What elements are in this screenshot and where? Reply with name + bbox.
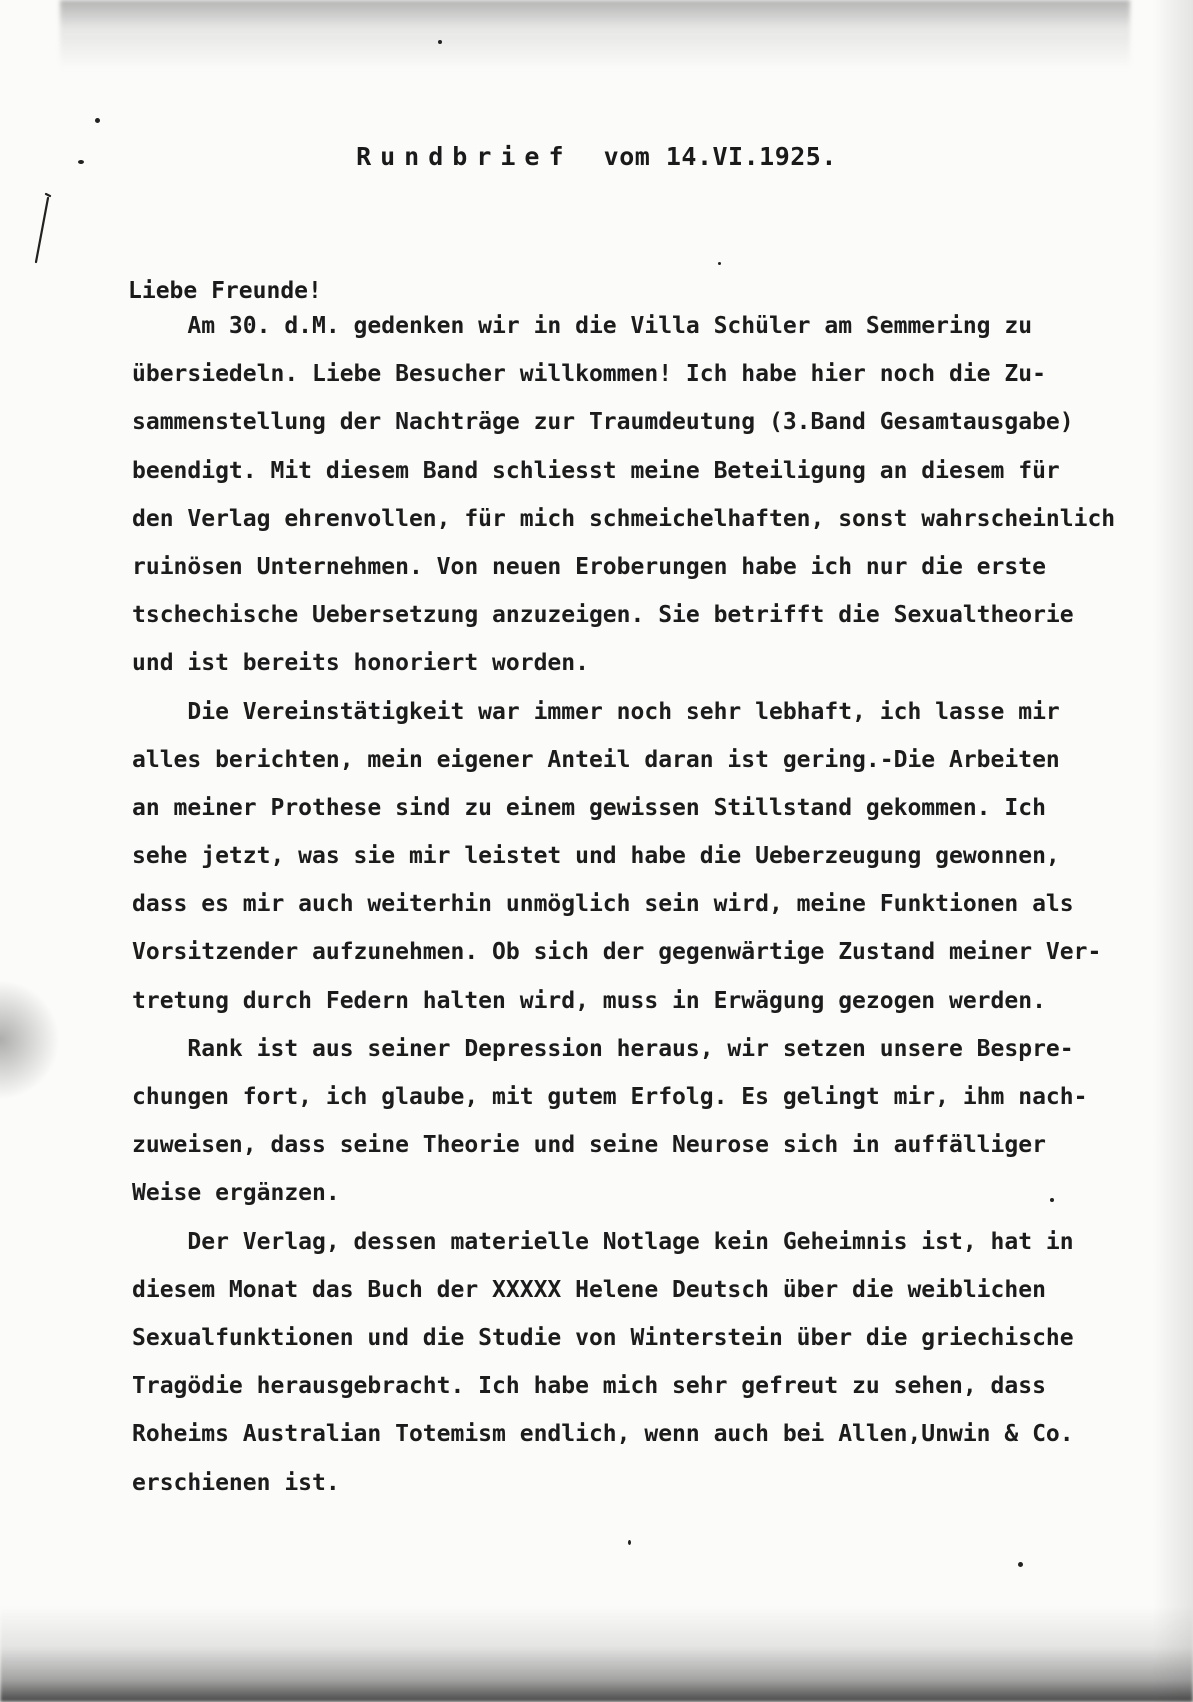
text-line: beendigt. Mit diesem Band schliesst meine Beteiligung an diesem für	[132, 457, 1060, 484]
text-line: Am 30. d.M. gedenken wir in die Villa Schüler am Semmering zu	[132, 313, 1033, 339]
text-line: Weise ergänzen.	[132, 1180, 340, 1207]
text-line: übersiedeln. Liebe Besucher willkommen! Ich habe hier noch die Zu-	[132, 361, 1046, 388]
text-line: diesem Monat das Buch der XXXXX Helene Deutsch über die weiblichen	[132, 1276, 1046, 1303]
text-line: Tragödie herausgebracht. Ich habe mich sehr gefreut zu sehen, dass	[132, 1373, 1046, 1400]
scan-speck	[438, 40, 442, 44]
scan-speck	[95, 118, 100, 123]
text-line: und ist bereits honoriert worden.	[132, 650, 589, 677]
scan-speck	[718, 262, 721, 265]
scan-shadow-top	[60, 0, 1130, 70]
text-line: ruinösen Unternehmen. Von neuen Eroberungen habe ich nur die erste	[132, 553, 1046, 580]
text-line: Vorsitzender aufzunehmen. Ob sich der gegenwärtige Zustand meiner Ver-	[132, 939, 1102, 966]
text-line: Die Vereinstätigkeit war immer noch sehr lebhaft, ich lasse mir	[132, 698, 1060, 725]
text-line: Rank ist aus seiner Depression heraus, wir setzen unsere Bespre-	[132, 1035, 1074, 1062]
text-line: dass es mir auch weiterhin unmöglich sein wird, meine Funktionen als	[132, 891, 1074, 918]
text-line: tretung durch Federn halten wird, muss in Erwägung gezogen werden.	[132, 987, 1046, 1014]
text-line: sammenstellung der Nachträge zur Traumdeutung (3.Band Gesamtausgabe)	[132, 409, 1074, 436]
text-line: den Verlag ehrenvollen, für mich schmeichelhaften, sonst wahrscheinlich	[132, 505, 1116, 532]
text-line: Roheims Australian Totemism endlich, wenn auch bei Allen,Unwin & Co.	[132, 1421, 1074, 1448]
text-line: alles berichten, mein eigener Anteil daran ist gering.-Die Arbeiten	[132, 746, 1060, 773]
text-line: an meiner Prothese sind zu einem gewissen Stillstand gekommen. Ich	[132, 794, 1046, 821]
letter-title	[0, 142, 1193, 171]
text-line: zuweisen, dass seine Theorie und seine Neurose sich in auffälliger	[132, 1132, 1046, 1159]
scan-shadow-right	[1153, 0, 1193, 1702]
pen-mark-icon	[28, 190, 68, 270]
text-line: chungen fort, ich glaube, mit gutem Erfolg. Es gelingt mir, ihm nach-	[132, 1084, 1088, 1110]
letter-title-date: vom 14.VI.1925.	[603, 142, 837, 171]
scan-shadow-bottom	[0, 1607, 1193, 1702]
letter-body	[132, 302, 1152, 1507]
text-line: sehe jetzt, was sie mir leistet und habe die Ueberzeugung gewonnen,	[132, 843, 1060, 870]
scan-smudge-left	[0, 980, 60, 1100]
scan-speck	[1018, 1562, 1023, 1567]
text-line: tschechische Uebersetzung anzuzeigen. Sie betrifft die Sexualtheorie	[132, 602, 1074, 629]
salutation: Liebe Freunde!	[128, 278, 322, 304]
text-line: Der Verlag, dessen materielle Notlage kein Geheimnis ist, hat in	[132, 1228, 1074, 1255]
text-line: Sexualfunktionen und die Studie von Winterstein über die griechische	[132, 1324, 1074, 1351]
letter-title-word: Rundbrief	[356, 142, 573, 171]
scan-speck	[628, 1540, 631, 1545]
text-line: erschienen ist.	[132, 1469, 340, 1496]
